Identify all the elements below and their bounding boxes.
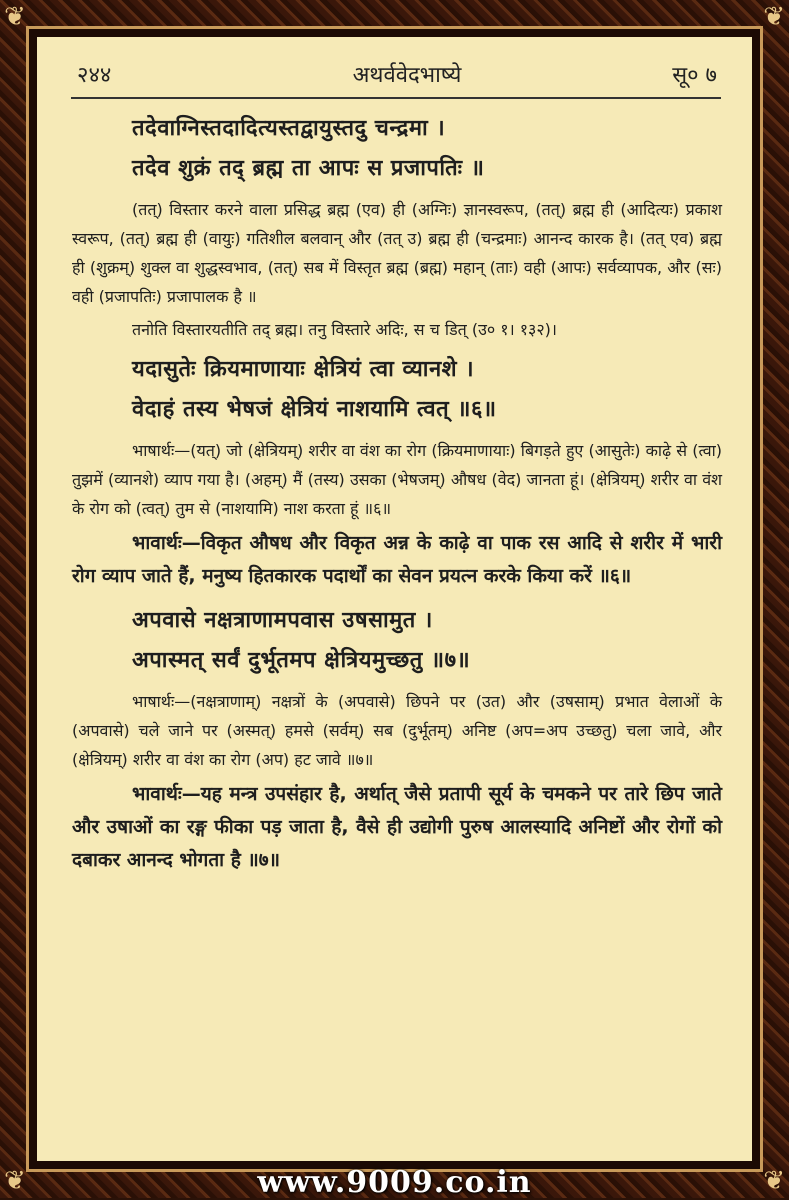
grammar-note: तनोति विस्तारयतीति तद् ब्रह्म। तनु विस्तारे अदिः, स च डित् (उ० १। १३२)। xyxy=(132,320,557,339)
meaning-paragraph: (तत्) विस्तार करने वाला प्रसिद्ध ब्रह्म (एव) ही (अग्निः) ज्ञानस्वरूप, (तत्) ब्रह्म ही (आदित्यः) प्रकाश स्वरूप, (तत्) ब्रह्म ही (वायुः) गतिशील बलवान् और (तत् उ) ब्रह्म ही (चन्द्रमाः) आनन्द कारक है। (तत् एव) ब्रह्म ही (शुक्रम्) शुक्ल वा शुद्धस्वभाव, (तत्) सब में विस्तृत ब्रह्म (ब्रह्म) महान् (ताः) वही (आपः) सर्वव्यापक, और (सः) वही (प्रजापतिः) प्रजापालक है ॥ xyxy=(72,200,722,306)
mantra-line: वेदाहं तस्य भेषजं क्षेत्रियं नाशयामि त्वत् ॥६॥ xyxy=(132,397,497,422)
footer-url[interactable]: www.9009.co.in xyxy=(257,1165,532,1200)
footer xyxy=(0,1163,789,1198)
mantra-line: अपवासे नक्षत्राणामपवास उषसामुत । xyxy=(132,608,433,633)
corner-ornament-icon: ❦ xyxy=(763,1166,785,1196)
sukta-number: सू० ७ xyxy=(672,63,717,88)
page-content xyxy=(72,109,722,885)
mantra-line: यदासुतेः क्रियमाणायाः क्षेत्रियं त्वा व्यानशे । xyxy=(132,357,475,382)
mantra-line: अपास्मत् सर्वं दुर्भूतमप क्षेत्रियमुच्छतु ॥७॥ xyxy=(132,648,471,673)
bhavarth-paragraph: भावार्थः—यह मन्त्र उपसंहार है, अर्थात् जैसे प्रतापी सूर्य के चमकने पर तारे छिप जाते और उषाओं का रङ्ग फीका पड़ जाता है, वैसे ही उद्योगी पुरुष आलस्यादि अनिष्टों और रोगों को दबाकर आनन्द भोगता है ॥७॥ xyxy=(72,783,722,871)
bhavarth-paragraph: भावार्थः—विकृत औषध और विकृत अन्न के काढ़े वा पाक रस आदि से शरीर में भारी रोग व्याप जाते हैं, मनुष्य हितकारक पदार्थों का सेवन प्रयत्न करके किया करें ॥६॥ xyxy=(72,532,722,587)
corner-ornament-icon: ❦ xyxy=(763,2,785,32)
corner-ornament-icon: ❦ xyxy=(4,1166,26,1196)
corner-ornament-icon: ❦ xyxy=(4,2,26,32)
book-title: अथर्ववेदभाष्ये xyxy=(352,63,462,88)
meaning-paragraph: भाषार्थः—(नक्षत्राणाम्) नक्षत्रों के (अपवासे) छिपने पर (उत) और (उषसाम्) प्रभात वेलाओं के (अपवासे) चले जाने पर (अस्मत्) हमसे (सर्वम्) सब (दुर्भूतम्) अनिष्ट (अप=अप उच्छतु) चला जावे, और (क्षेत्रियम्) शरीर वा वंश का रोग (अप) हट जावे ॥७॥ xyxy=(72,692,722,769)
mantra-line: तदेव शुक्रं तद् ब्रह्म ता आपः स प्रजापतिः ॥ xyxy=(132,156,485,181)
header-rule xyxy=(71,97,721,99)
page-header xyxy=(77,59,717,91)
page-number: २४४ xyxy=(77,63,112,88)
meaning-paragraph: भाषार्थः—(यत्) जो (क्षेत्रियम्) शरीर वा वंश का रोग (क्रियमाणायाः) बिगड़ते हुए (आसुतेः) काढ़े से (त्वा) तुझमें (व्यानशे) व्याप गया है। (अहम्) मैं (तस्य) उसका (भेषजम्) औषध (वेद) जानता हूं। (क्षेत्रियम्) शरीर वा वंश के रोग को (त्वत्) तुम से (नाशयामि) नाश करता हूं ॥६॥ xyxy=(72,441,722,518)
mantra-line: तदेवाग्निस्तदादित्यस्तद्वायुस्तदु चन्द्रमा । xyxy=(132,116,446,141)
book-page xyxy=(37,37,752,1161)
